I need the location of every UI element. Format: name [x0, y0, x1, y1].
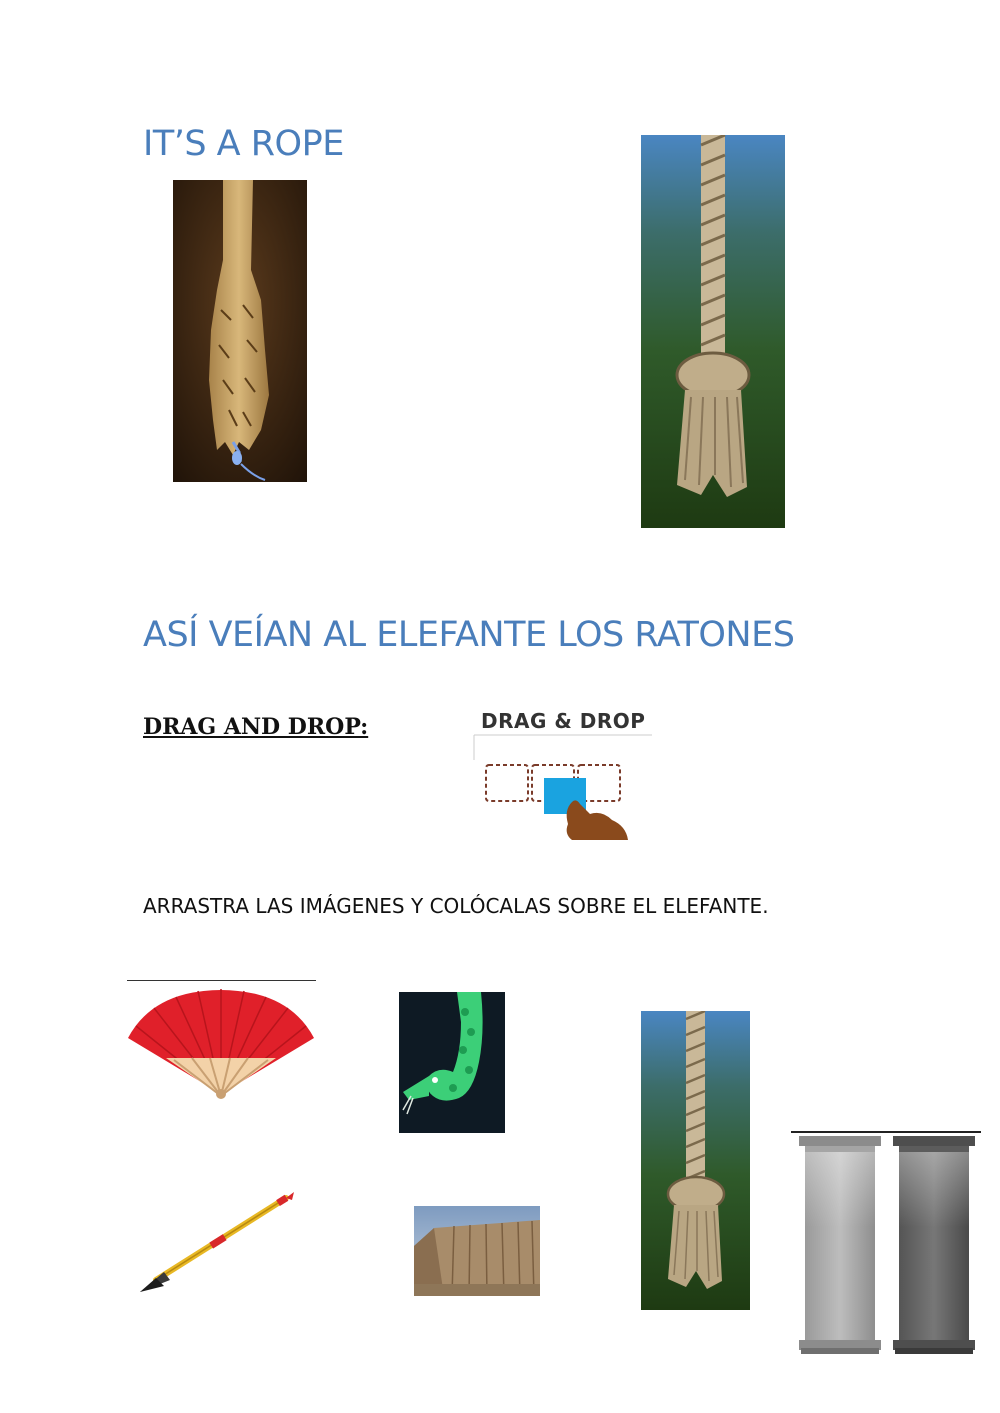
rope-image-top: [641, 135, 785, 528]
elephant-tail-image: [173, 180, 307, 482]
divider-line: [127, 980, 316, 981]
snake-image[interactable]: [399, 992, 505, 1133]
section-title-elephant: ASÍ VEÍAN AL ELEFANTE LOS RATONES: [143, 615, 795, 655]
spear-image[interactable]: [136, 1188, 298, 1298]
section-title-rope: IT’S A ROPE: [143, 124, 344, 164]
drag-drop-icon-title: DRAG & DROP: [481, 709, 646, 733]
instructions-text: ARRASTRA LAS IMÁGENES Y COLÓCALAS SOBRE EL ELEFANTE.: [143, 894, 769, 918]
rope-image[interactable]: [641, 1011, 750, 1310]
fan-image[interactable]: [126, 986, 316, 1100]
drag-and-drop-label: DRAG AND DROP:: [143, 714, 369, 740]
pillars-image[interactable]: [791, 1130, 981, 1356]
drag-drop-illustration: [472, 706, 662, 846]
wall-image[interactable]: [414, 1206, 540, 1296]
